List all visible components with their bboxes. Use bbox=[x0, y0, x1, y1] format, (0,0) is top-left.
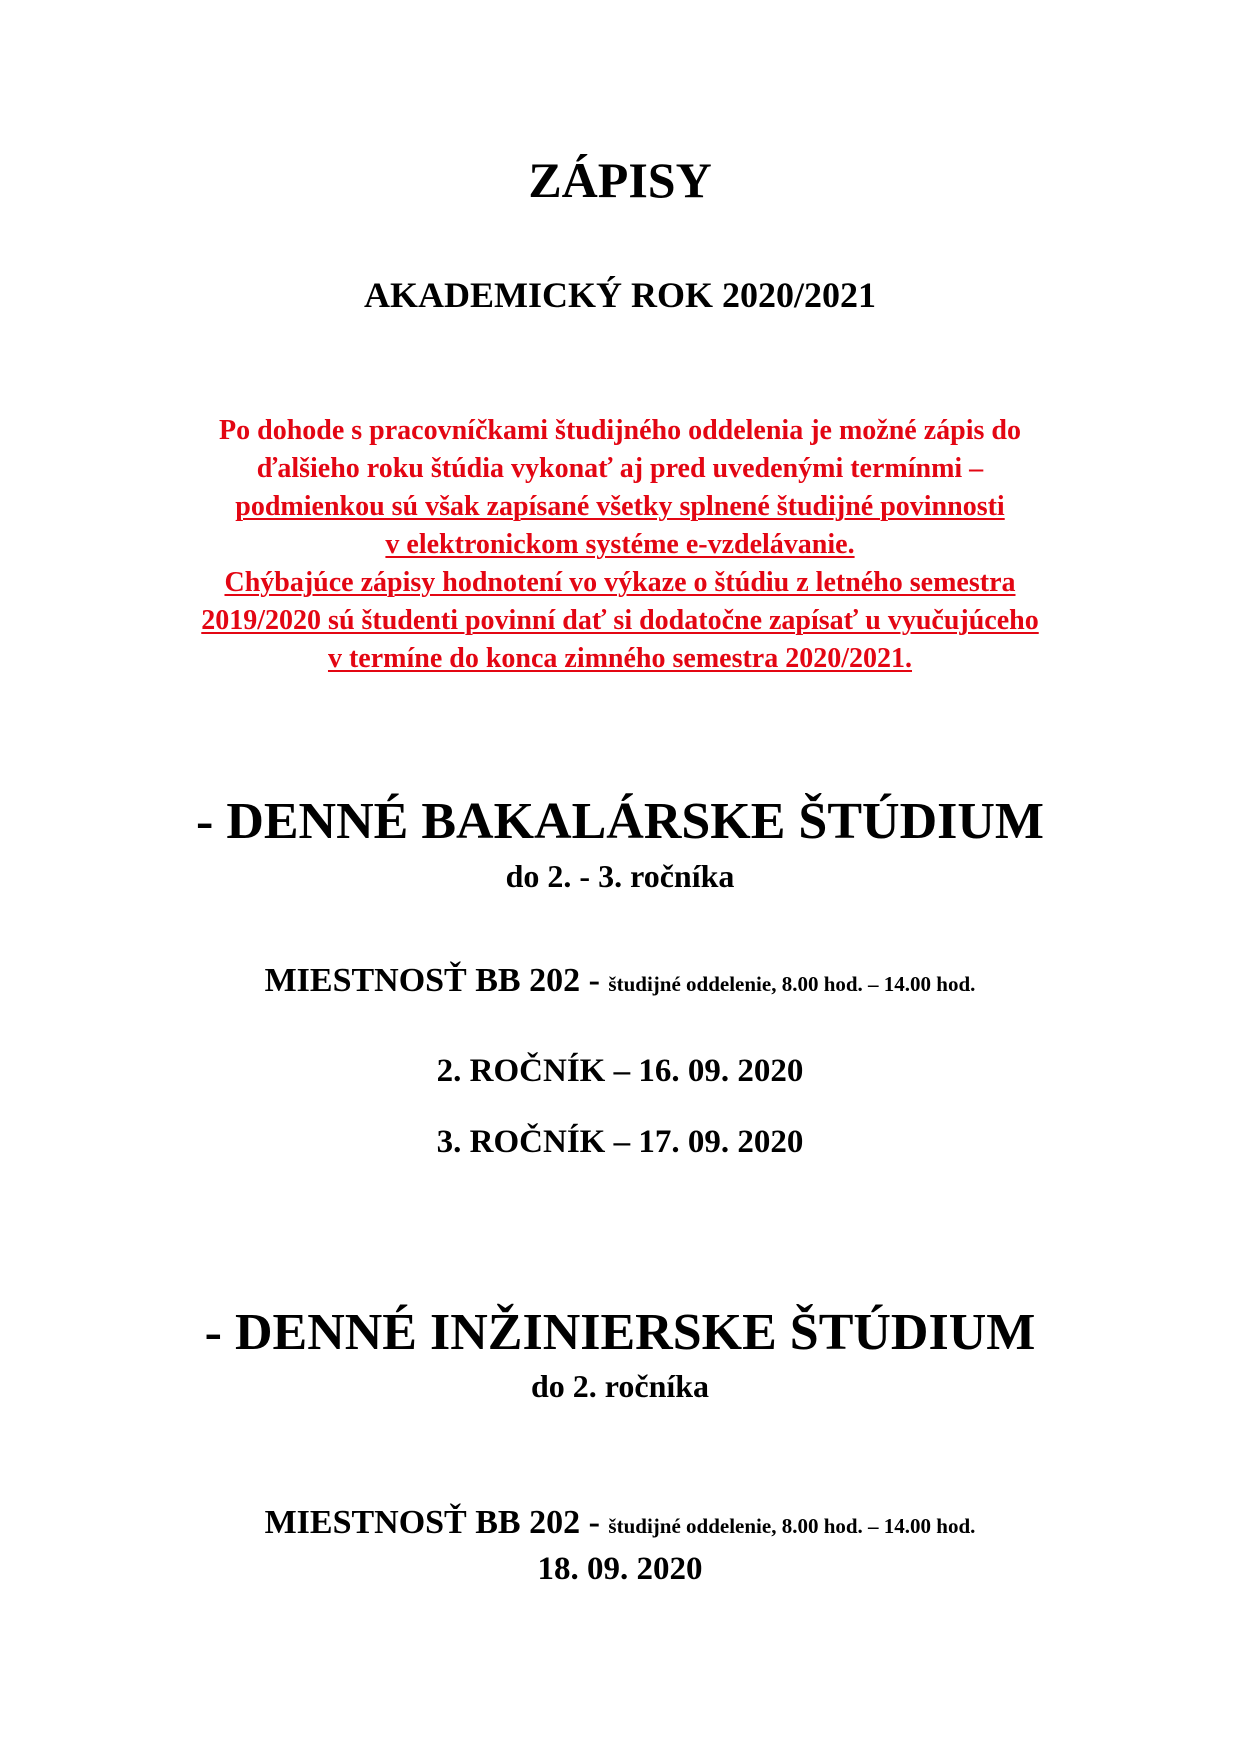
academic-year-subtitle: AKADEMICKÝ ROK 2020/2021 bbox=[364, 275, 876, 315]
bachelor-date-year-2: 2. ROČNÍK – 16. 09. 2020 bbox=[436, 1053, 804, 1089]
engineering-study-heading: - DENNÉ INŽINIERSKE ŠTÚDIUM bbox=[204, 1304, 1036, 1361]
engineering-room-info bbox=[0, 1502, 1240, 1547]
notice-line-underlined: 2019/2020 sú študenti povinní dať si dodatočne zapísať u vyučujúceho bbox=[201, 605, 1039, 636]
engineering-date: 18. 09. 2020 bbox=[537, 1551, 703, 1587]
room-detail: študijné oddelenie, 8.00 hod. – 14.00 hod. bbox=[608, 972, 976, 996]
room-detail: študijné oddelenie, 8.00 hod. – 14.00 hod. bbox=[608, 1514, 976, 1538]
enrollment-notice bbox=[0, 412, 1240, 678]
bachelor-study-heading: - DENNÉ BAKALÁRSKE ŠTÚDIUM bbox=[196, 793, 1044, 850]
notice-line-underlined: v termíne do konca zimného semestra 2020/2021. bbox=[327, 643, 913, 674]
room-label: MIESTNOSŤ BB 202 - bbox=[264, 962, 609, 999]
bachelor-grade-range: do 2. - 3. ročníka bbox=[505, 858, 735, 894]
notice-line: ďalšieho roku štúdia vykonať aj pred uvedenými termínmi – bbox=[256, 453, 984, 484]
room-label: MIESTNOSŤ BB 202 - bbox=[264, 1504, 609, 1541]
engineering-grade-range: do 2. ročníka bbox=[530, 1368, 710, 1404]
bachelor-date-year-3: 3. ROČNÍK – 17. 09. 2020 bbox=[436, 1124, 804, 1160]
notice-line-underlined: v elektronickom systéme e-vzdelávanie. bbox=[385, 529, 855, 560]
notice-line: Po dohode s pracovníčkami študijného oddelenia je možné zápis do bbox=[219, 415, 1021, 446]
bachelor-room-info bbox=[0, 960, 1240, 1005]
notice-line-underlined: podmienkou sú však zapísané všetky splnené študijné povinnosti bbox=[235, 491, 1005, 522]
page-title: ZÁPISY bbox=[528, 152, 712, 208]
notice-line-underlined: Chýbajúce zápisy hodnotení vo výkaze o štúdiu z letného semestra bbox=[224, 567, 1016, 598]
